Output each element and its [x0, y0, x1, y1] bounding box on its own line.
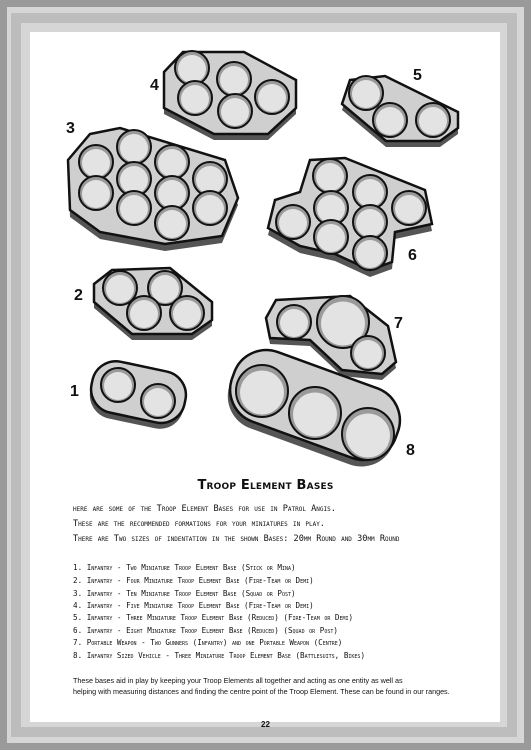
base-2: [94, 268, 212, 340]
base-label-3: 3: [66, 120, 75, 137]
base-label-7: 7: [394, 315, 403, 332]
list-item: 1. Infantry - Two Miniature Troop Element Base (Stick or Mina): [73, 563, 296, 572]
base-label-1: 1: [70, 383, 79, 400]
intro-line: here are some of the Troop Element Bases for use in Patrol Angis.: [73, 504, 336, 514]
base-label-4: 4: [150, 77, 159, 94]
base-3: [68, 128, 238, 251]
list-item: 7. Portable Weapon - Two Gunners (Infantry) and one Portable Weapon (Centre): [73, 638, 343, 647]
base-4: [164, 51, 296, 140]
base-label-6: 6: [408, 247, 417, 264]
base-5: [342, 76, 458, 147]
base-label-5: 5: [413, 67, 422, 84]
list-item: 6. Infantry - Eight Miniature Troop Element Base (Reduced) (Squad or Post): [73, 626, 338, 635]
list-item: 4. Infantry - Five Miniature Troop Element Base (Fire-Team or Demi): [73, 601, 314, 610]
intro-line: There are Two sizes of indentation in the shown Bases: 20mm Round and 30mm Round: [73, 534, 400, 544]
footnote-line: helping with measuring distances and finding the centre point of the Troop Element. These can be found in our ranges.: [73, 687, 450, 696]
list-item: 3. Infantry - Ten Miniature Troop Element Base (Squad or Post): [73, 589, 296, 598]
base-label-2: 2: [74, 287, 83, 304]
base-label-8: 8: [406, 442, 415, 459]
list-item: 8. Infantry Sized Vehicle - Three Miniature Troop Element Base (Battlesuits, Bikes): [73, 651, 366, 660]
intro-line: These are the recommended formations for your miniatures in play.: [73, 519, 325, 529]
section-heading: Troop Element Bases: [197, 478, 334, 493]
list-item: 5. Infantry - Three Miniature Troop Element Base (Reduced) (Fire-Team or Demi): [73, 613, 354, 622]
list-item: 2. Infantry - Four Miniature Troop Element Base (Fire-Team or Demi): [73, 576, 314, 585]
footnote-line: These bases aid in play by keeping your Troop Elements all together and acting as one entity as well as: [73, 676, 403, 685]
base-1: [85, 357, 190, 433]
page-number: 22: [261, 720, 270, 729]
